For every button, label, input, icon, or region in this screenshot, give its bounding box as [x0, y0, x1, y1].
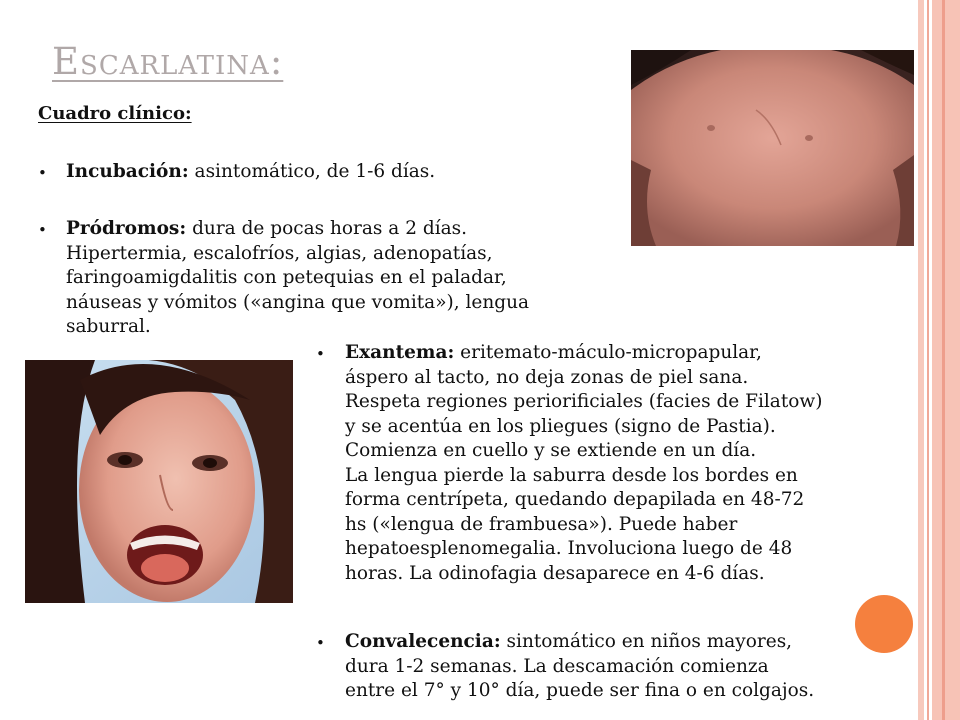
section-subheading: Cuadro clínico: [38, 103, 192, 124]
prodromos-label: Pródromos: [66, 218, 187, 239]
incubacion-item [66, 160, 626, 185]
child-face-photo [25, 360, 293, 603]
exantema-line: hs («lengua de frambuesa»). Puede haber [345, 513, 738, 535]
exantema-line: horas. La odinofagia desaparece en 4-6 días. [345, 562, 765, 584]
convalecencia-label: Convalecencia: [345, 631, 501, 652]
prodromos-line: náuseas y vómitos («angina que vomita»), lengua [66, 291, 530, 313]
exantema-line: forma centrípeta, quedando depapilada en 48-72 [345, 489, 805, 510]
exantema-line: eritemato-máculo-micropapular, [454, 342, 762, 363]
incubacion-text: asintomático, de 1-6 días. [188, 161, 436, 182]
convalecencia-line: sintomático en niños mayores, [500, 631, 793, 652]
bullet-marker: • [38, 164, 47, 182]
exantema-line: Respeta regiones periorificiales (facies de Filatow) [345, 391, 823, 412]
convalecencia-item [345, 630, 945, 704]
exantema-item [345, 341, 945, 586]
bullet-marker: • [316, 634, 325, 652]
torso-rash-photo [631, 50, 914, 246]
bullet-marker: • [38, 221, 47, 239]
prodromos-line: faringoamigdalitis con petequias en el paladar, [66, 267, 507, 288]
exantema-line: La lengua pierde la saburra desde los bordes en [345, 464, 798, 486]
incubacion-label: Incubación: [66, 161, 189, 182]
exantema-line: hepatoesplenomegalia. Involuciona luego de 48 [345, 538, 793, 559]
convalecencia-line: entre el 7° y 10° día, puede ser fina o en colgajos. [345, 680, 815, 701]
prodromos-item [66, 217, 626, 340]
exantema-line: áspero al tacto, no deja zonas de piel sana. [345, 366, 749, 388]
prodromos-line: dura de pocas horas a 2 días. [186, 218, 468, 239]
exantema-line: Comienza en cuello y se extiende en un día. [345, 440, 757, 461]
convalecencia-line: dura 1-2 semanas. La descamación comienza [345, 655, 769, 677]
prodromos-line: saburral. [66, 316, 151, 337]
slide-title: Escarlatina: [52, 40, 284, 83]
exantema-label: Exantema: [345, 342, 455, 363]
bullet-marker: • [316, 345, 325, 363]
prodromos-line: Hipertermia, escalofríos, algias, adenopatías, [66, 242, 493, 264]
exantema-line: y se acentúa en los pliegues (signo de Pastia). [345, 415, 776, 437]
